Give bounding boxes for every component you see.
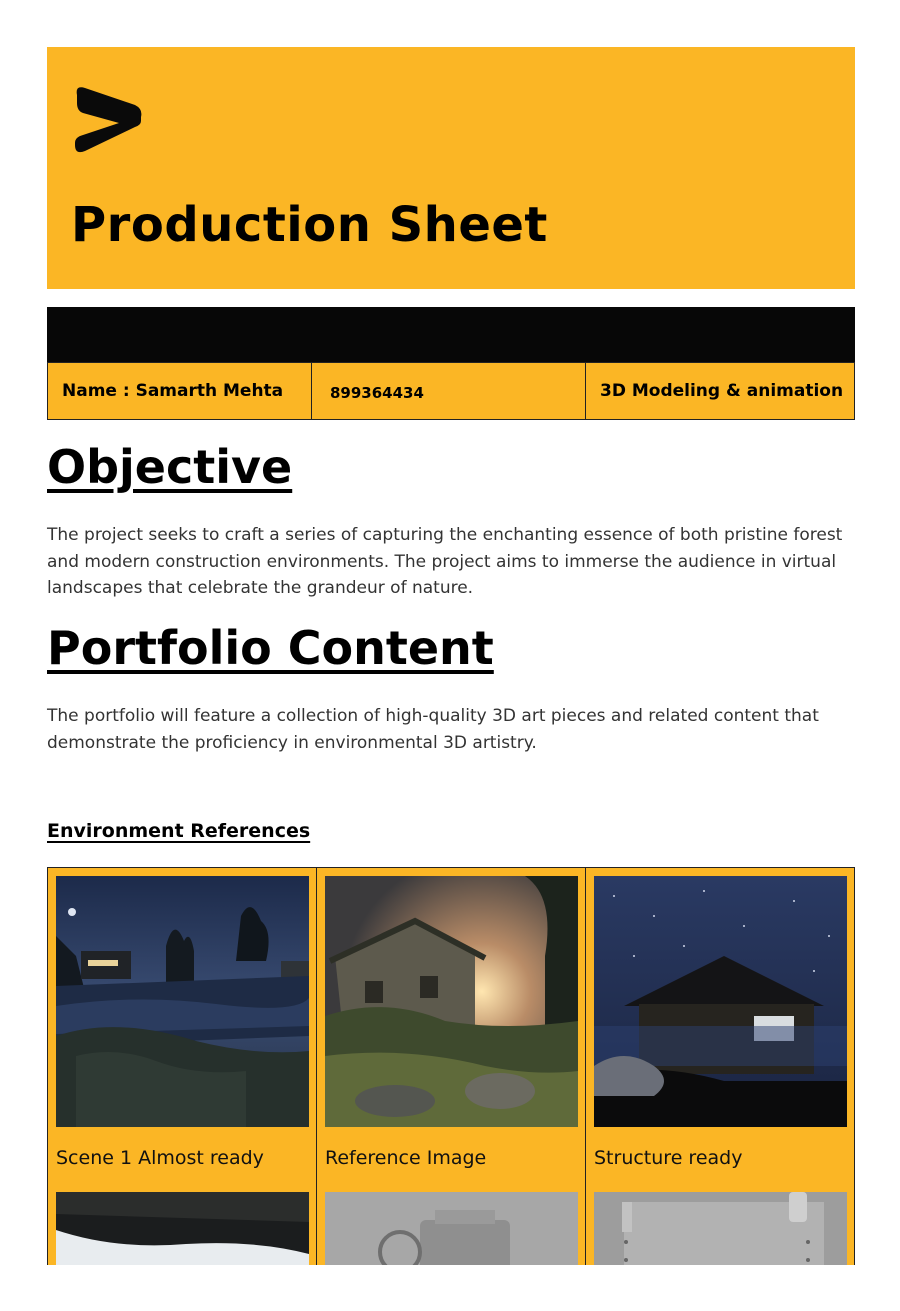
reference-caption: Scene 1 Almost ready (56, 1147, 264, 1169)
header-banner (47, 47, 855, 289)
objective-text: The project seeks to craft a series of capturing the enchanting essence of both pristine forest and modern construction environments. The project aims to immerse the audience in virtual landscapes that celebrate the grandeur of nature. (47, 525, 843, 598)
reference-card (586, 868, 854, 1265)
dark-interior-render-image (56, 1192, 309, 1265)
info-row (47, 362, 855, 420)
reference-caption: Reference Image (325, 1147, 487, 1169)
role-cell: 3D Modeling & animation (600, 381, 844, 401)
page-title: Production Sheet (71, 197, 548, 253)
objective-heading: Objective (47, 440, 293, 494)
header-divider-bar (47, 307, 855, 363)
overgrown-house-sunset-image (325, 876, 578, 1127)
name-cell: Name : Samarth Mehta (48, 363, 312, 419)
references-grid (47, 867, 855, 1265)
grey-machinery-render-image (325, 1192, 578, 1265)
reference-card (48, 868, 317, 1265)
night-lake-scene-image (56, 876, 309, 1127)
portfolio-heading: Portfolio Content (47, 621, 494, 675)
phone-cell: 899364434 (312, 363, 586, 419)
grey-panel-render-image (594, 1192, 847, 1265)
wooden-cabin-night-image (594, 876, 847, 1127)
reference-card (317, 868, 586, 1265)
portfolio-text: The portfolio will feature a collection of high-quality 3D art pieces and related content that demonstrate the proficiency in environmental 3D artistry. (47, 706, 819, 753)
references-heading: Environment References (47, 820, 311, 842)
chevron-play-logo (73, 85, 143, 153)
reference-caption: Structure ready (594, 1147, 743, 1169)
